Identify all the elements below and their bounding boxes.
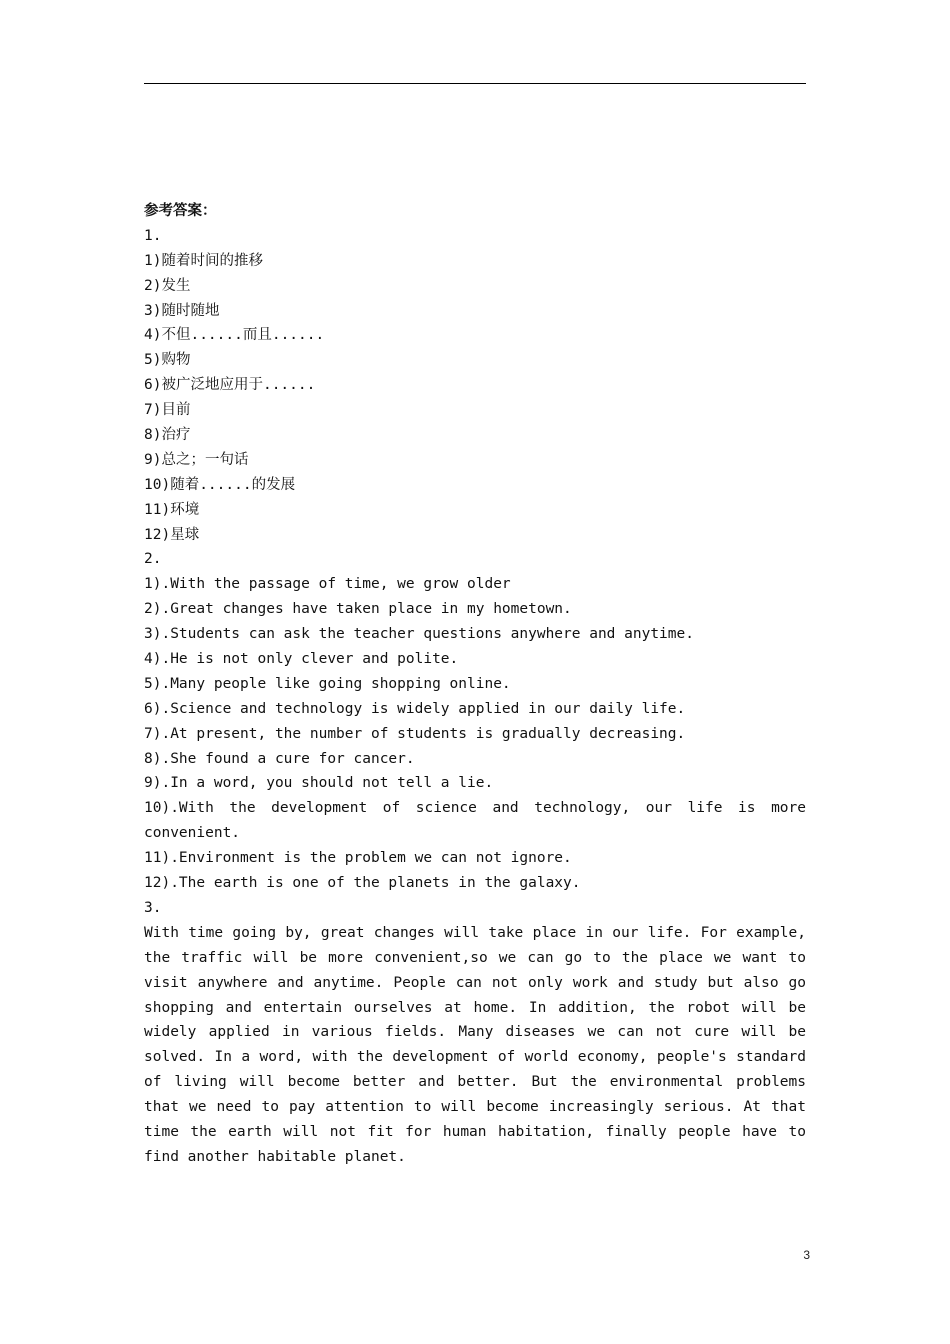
s2-item-12: 12).The earth is one of the planets in the galaxy. bbox=[144, 875, 581, 892]
s1-item-1: 1)随着时间的推移 bbox=[144, 252, 263, 269]
s2-item-1: 1).With the passage of time, we grow older bbox=[144, 576, 511, 593]
s2-item-6: 6).Science and technology is widely applied in our daily life. bbox=[144, 700, 686, 717]
s3-paragraph: With time going by, great changes will take place in our life. For example, the traffic will be more convenient,so we can go to the place we want to visit anywhere and anytime. People can not only work and study but also go shopping and entertain ourselves at home. In addition, the robot will be widely applied in various fields. Many diseases we can not cure will be solved. In a word, with the development of world economy, people's standard of living will become better and better. But the environmental problems that we need to pay attention to will become increasingly serious. At that time the earth will not fit for human habitation, finally people have to find another habitable planet. bbox=[144, 924, 806, 1165]
s2-item-2: 2).Great changes have taken place in my hometown. bbox=[144, 601, 572, 618]
s2-item-3: 3).Students can ask the teacher questions anywhere and anytime. bbox=[144, 626, 694, 643]
section-1-number: 1. bbox=[144, 227, 162, 244]
page-number: 3 bbox=[803, 1248, 810, 1262]
s1-item-7: 7)目前 bbox=[144, 402, 191, 419]
s2-item-10-line-2: convenient. bbox=[144, 825, 241, 842]
s2-item-4: 4).He is not only clever and polite. bbox=[144, 651, 459, 668]
s2-item-8: 8).She found a cure for cancer. bbox=[144, 750, 415, 767]
s2-item-9: 9).In a word, you should not tell a lie. bbox=[144, 775, 494, 792]
s1-item-5: 5)购物 bbox=[144, 352, 191, 369]
s2-item-10-line-1: 10).With the development of science and technology, our life is more bbox=[144, 800, 806, 817]
answer-content bbox=[144, 199, 806, 1170]
s1-item-4: 4)不但......而且...... bbox=[144, 327, 325, 344]
section-2-number: 2. bbox=[144, 551, 162, 568]
section-3-number: 3. bbox=[144, 899, 162, 916]
s1-item-9: 9)总之；一句话 bbox=[144, 451, 249, 468]
s2-item-5: 5).Many people like going shopping online. bbox=[144, 675, 511, 692]
s1-item-12: 12)星球 bbox=[144, 526, 200, 543]
s1-item-11: 11)环境 bbox=[144, 501, 200, 518]
s1-item-2: 2)发生 bbox=[144, 277, 191, 294]
header-rule bbox=[144, 83, 806, 84]
s2-item-7: 7).At present, the number of students is gradually decreasing. bbox=[144, 725, 686, 742]
s1-item-3: 3)随时随地 bbox=[144, 302, 220, 319]
answers-heading: 参考答案： bbox=[144, 203, 217, 219]
s1-item-6: 6)被广泛地应用于...... bbox=[144, 377, 316, 394]
s1-item-8: 8)治疗 bbox=[144, 427, 191, 444]
s1-item-10: 10)随着......的发展 bbox=[144, 476, 296, 493]
s2-item-11: 11).Environment is the problem we can not ignore. bbox=[144, 850, 572, 867]
